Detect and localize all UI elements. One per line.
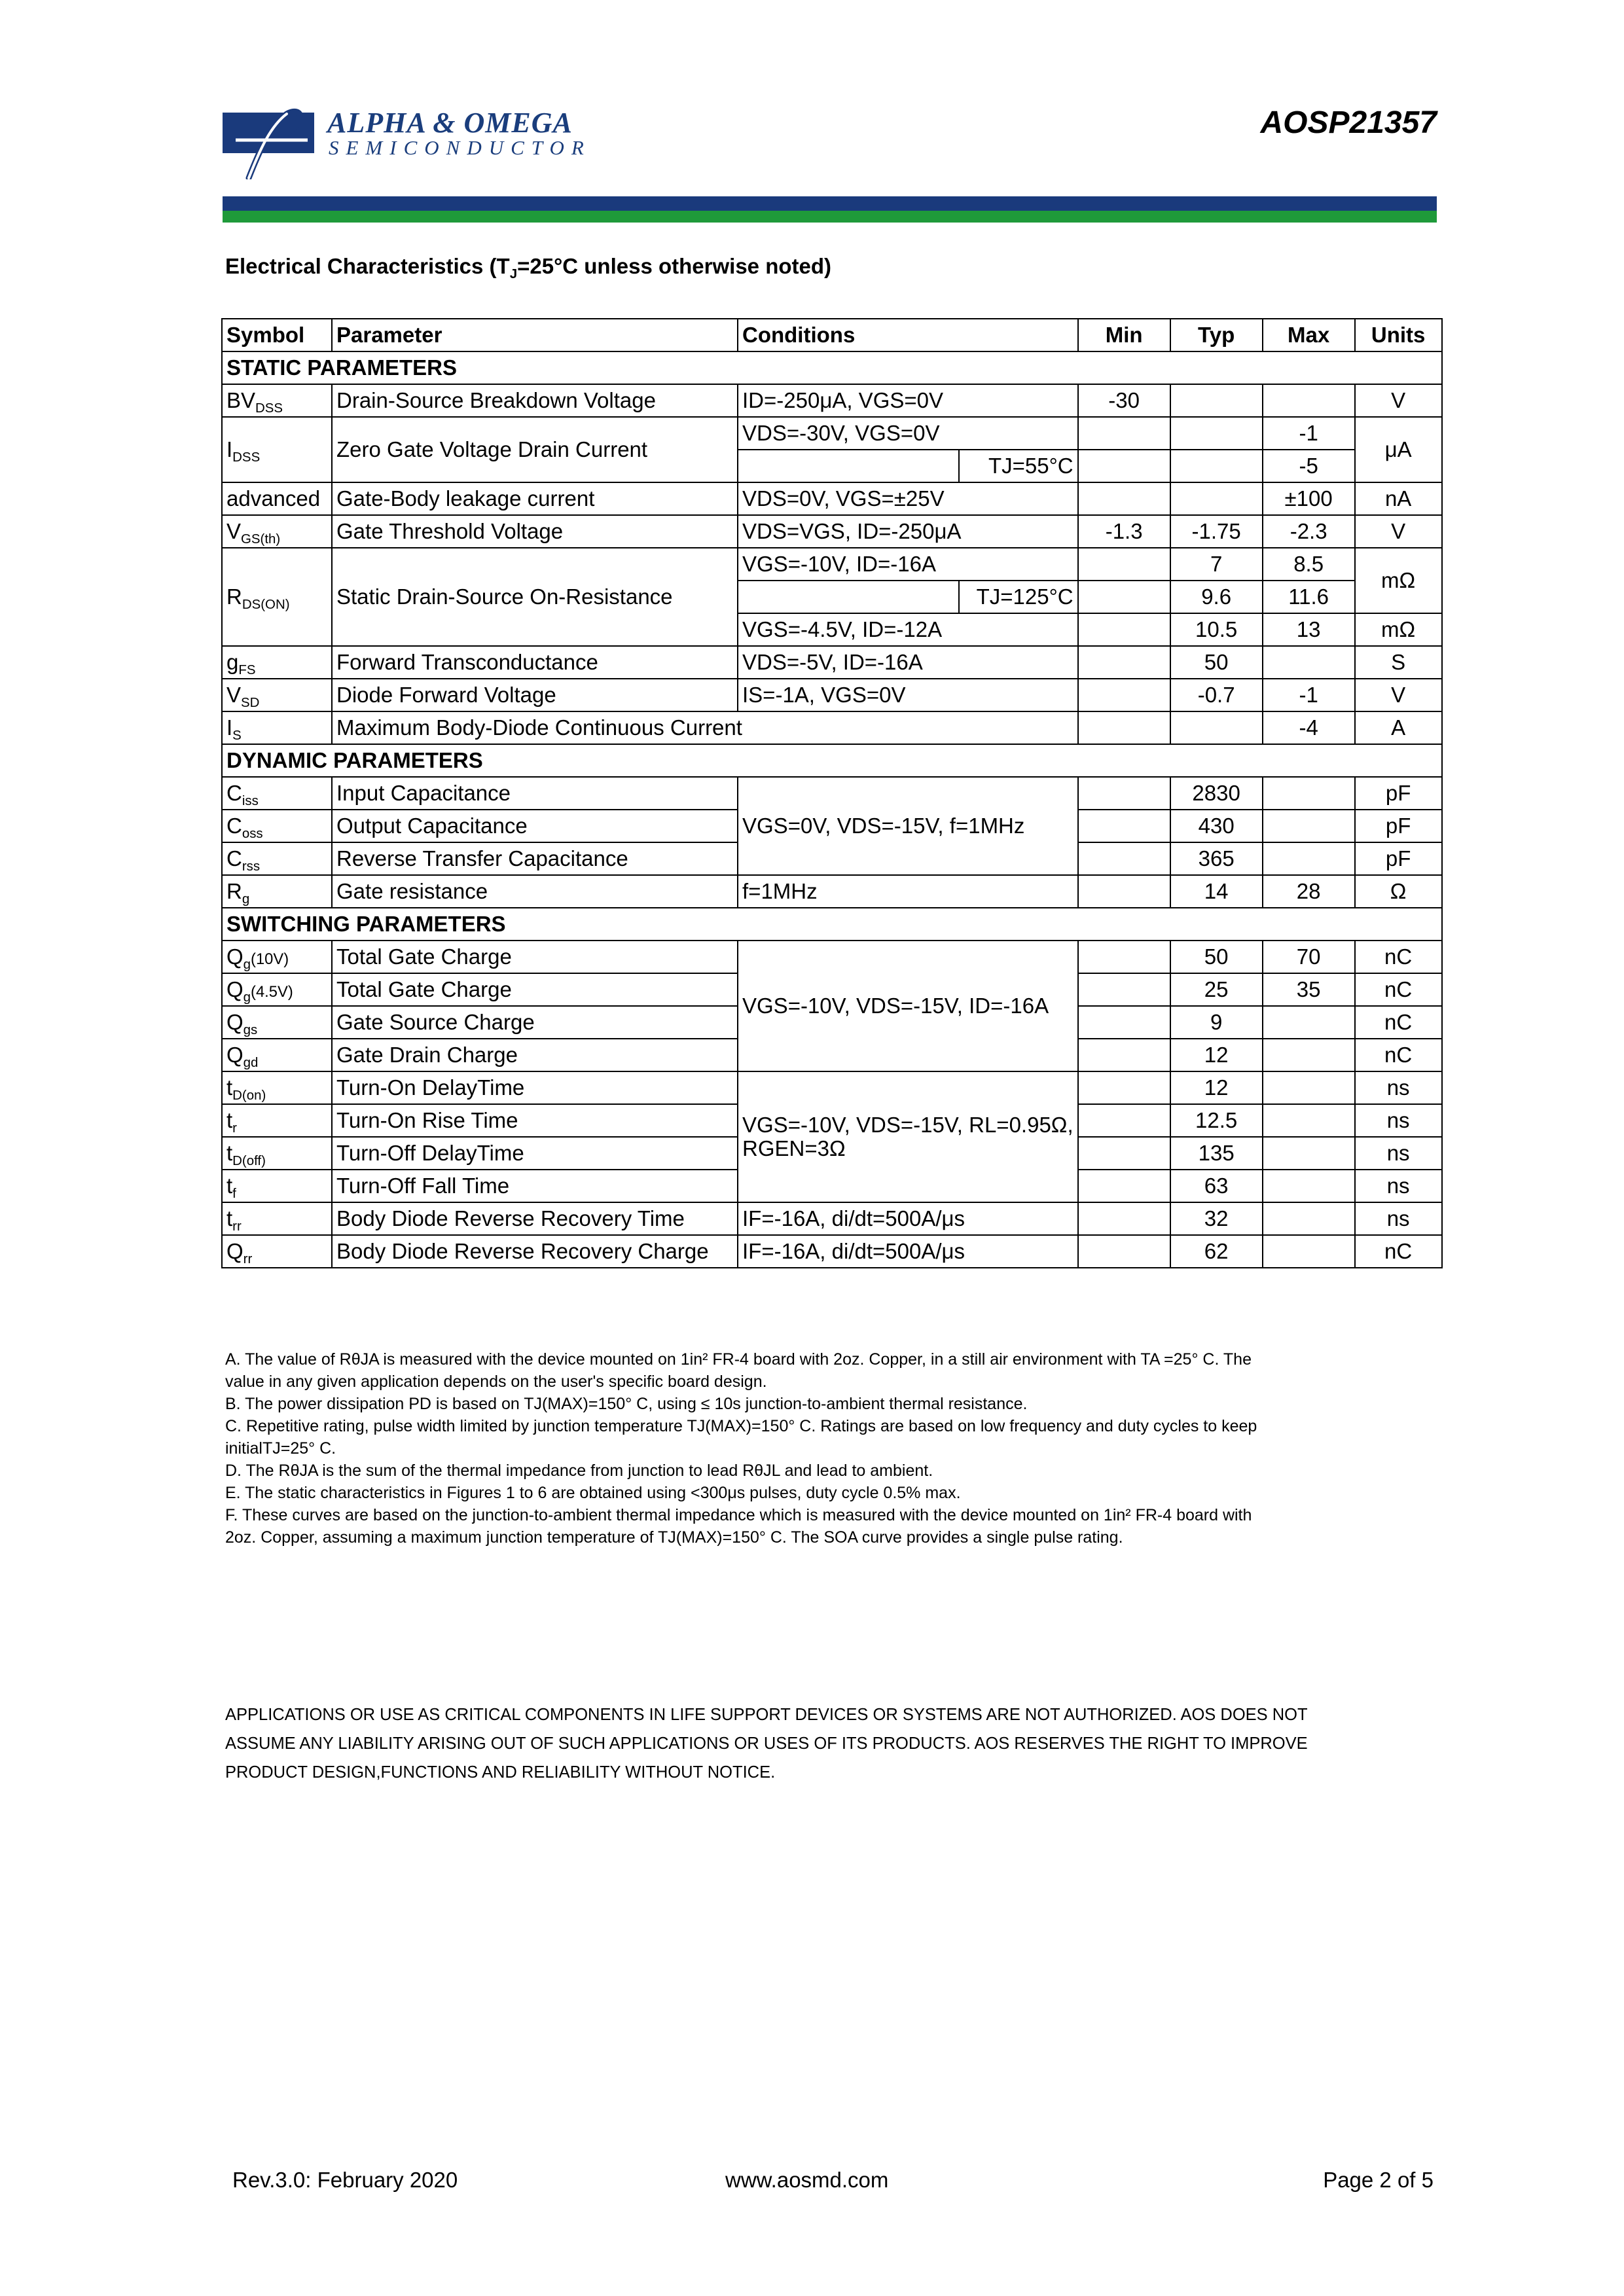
- conditions-cell: VGS=-10V, ID=-16A: [738, 548, 1078, 581]
- max-cell: [1263, 1235, 1355, 1268]
- units-cell: ns: [1355, 1104, 1442, 1137]
- section-title: Electrical Characteristics ($T_J=25^\circ C$ unless otherwise noted): [225, 254, 831, 282]
- min-cell: -30: [1078, 384, 1170, 417]
- typ-cell: 32: [1170, 1202, 1263, 1235]
- conditions-cell: VGS=0V, VDS=-15V, f=1MHz: [738, 777, 1078, 875]
- typ-cell: 14: [1170, 875, 1263, 908]
- min-cell: [1078, 679, 1170, 711]
- symbol-cell: $Q_g(10V)$: [222, 941, 332, 973]
- symbol-cell: $V_{SD}$: [222, 679, 332, 711]
- alpha-omega-logo-icon: [223, 107, 314, 179]
- units-cell: nC: [1355, 1039, 1442, 1071]
- parameter-cell: Gate Threshold Voltage: [332, 515, 738, 548]
- min-cell: -1.3: [1078, 515, 1170, 548]
- footnote-line: D. The RθJA is the sum of the thermal impedance from junction to lead RθJL and lead to ambient.: [225, 1462, 933, 1480]
- table-row: [222, 548, 1442, 581]
- parameter-cell: Turn-Off Fall Time: [332, 1170, 738, 1202]
- parameter-cell: Total Gate Charge: [332, 973, 738, 1006]
- table-row: [222, 711, 1442, 744]
- min-cell: [1078, 548, 1170, 581]
- max-cell: -4: [1263, 711, 1355, 744]
- company-subtitle: SEMICONDUCTOR: [329, 136, 591, 159]
- symbol-cell: $V_{GS(th)}$: [222, 515, 332, 548]
- part-number: AOSP21357: [1260, 105, 1437, 140]
- typ-cell: [1170, 482, 1263, 515]
- parameter-cell: Input Capacitance: [332, 777, 738, 810]
- units-cell: A: [1355, 711, 1442, 744]
- conditions-cell: VGS=-10V, VDS=-15V, RL=0.95Ω, RGEN=3Ω: [738, 1071, 1078, 1202]
- disclaimer-line: ASSUME ANY LIABILITY ARISING OUT OF SUCH APPLICATIONS OR USES OF ITS PRODUCTS. AOS RESERVES THE RIGHT TO IMPROVE: [225, 1734, 1308, 1753]
- typ-cell: 62: [1170, 1235, 1263, 1268]
- min-cell: [1078, 581, 1170, 613]
- parameter-cell: Turn-On Rise Time: [332, 1104, 738, 1137]
- units-cell: V: [1355, 384, 1442, 417]
- parameter-cell: Gate-Body leakage current: [332, 482, 738, 515]
- units-cell: nC: [1355, 1235, 1442, 1268]
- table-row: [222, 384, 1442, 417]
- min-cell: [1078, 842, 1170, 875]
- conditions-cell: [738, 581, 959, 613]
- max-cell: [1263, 1039, 1355, 1071]
- conditions-cell: VGS=-4.5V, ID=-12A: [738, 613, 1078, 646]
- typ-cell: -0.7: [1170, 679, 1263, 711]
- max-cell: 11.6: [1263, 581, 1355, 613]
- max-cell: [1263, 777, 1355, 810]
- footnote-line: B. The power dissipation PD is based on TJ(MAX)=150° C, using ≤ 10s junction-to-ambient thermal resistance.: [225, 1395, 1028, 1413]
- section-label: DYNAMIC PARAMETERS: [222, 744, 1442, 777]
- typ-cell: [1170, 384, 1263, 417]
- min-cell: [1078, 1104, 1170, 1137]
- max-cell: 28: [1263, 875, 1355, 908]
- min-cell: [1078, 973, 1170, 1006]
- symbol-cell: $BV_{DSS}$: [222, 384, 332, 417]
- typ-cell: 10.5: [1170, 613, 1263, 646]
- parameter-cell: Turn-Off DelayTime: [332, 1137, 738, 1170]
- units-cell: ns: [1355, 1170, 1442, 1202]
- max-cell: [1263, 1006, 1355, 1039]
- footnote-line: E. The static characteristics in Figures 1 to 6 are obtained using <300μs pulses, duty cycle 0.5% max.: [225, 1484, 961, 1502]
- units-cell: ns: [1355, 1071, 1442, 1104]
- parameter-cell: Maximum Body-Diode Continuous Current: [332, 711, 1078, 744]
- typ-cell: [1170, 450, 1263, 482]
- symbol-cell: $t_f$: [222, 1170, 332, 1202]
- header-symbol: Symbol: [222, 319, 332, 351]
- table-row: [222, 777, 1442, 810]
- min-cell: [1078, 613, 1170, 646]
- max-cell: 8.5: [1263, 548, 1355, 581]
- max-cell: 70: [1263, 941, 1355, 973]
- parameter-cell: Gate resistance: [332, 875, 738, 908]
- units-cell: S: [1355, 646, 1442, 679]
- company-logo: [223, 105, 615, 180]
- page-number: Page 2 of 5: [1323, 2168, 1434, 2192]
- symbol-cell: $Q_{rr}$: [222, 1235, 332, 1268]
- max-cell: [1263, 842, 1355, 875]
- max-cell: [1263, 810, 1355, 842]
- symbol-cell: $t_{D(off)}$: [222, 1137, 332, 1170]
- units-cell: V: [1355, 515, 1442, 548]
- units-cell: mΩ: [1355, 613, 1442, 646]
- conditions-cell: VDS=0V, VGS=±25V: [738, 482, 1078, 515]
- max-cell: ±100: [1263, 482, 1355, 515]
- conditions-cell: [738, 450, 959, 482]
- min-cell: [1078, 1170, 1170, 1202]
- min-cell: [1078, 1235, 1170, 1268]
- header-parameter: Parameter: [332, 319, 738, 351]
- min-cell: [1078, 1137, 1170, 1170]
- electrical-characteristics-table: [221, 318, 1443, 1268]
- symbol-cell: $C_{oss}$: [222, 810, 332, 842]
- min-cell: [1078, 1071, 1170, 1104]
- parameter-cell: Diode Forward Voltage: [332, 679, 738, 711]
- table-row: [222, 417, 1442, 450]
- symbol-cell: $I_{DSS}$: [222, 417, 332, 482]
- symbol-cell: $t_{rr}$: [222, 1202, 332, 1235]
- parameter-cell: Total Gate Charge: [332, 941, 738, 973]
- min-cell: [1078, 646, 1170, 679]
- symbol-cell: $Q_{gs}$: [222, 1006, 332, 1039]
- symbol-cell: $g_{FS}$: [222, 646, 332, 679]
- units-cell: μA: [1355, 417, 1442, 482]
- typ-cell: 25: [1170, 973, 1263, 1006]
- min-cell: [1078, 1006, 1170, 1039]
- min-cell: [1078, 1039, 1170, 1071]
- table-row: [222, 1202, 1442, 1235]
- max-cell: 35: [1263, 973, 1355, 1006]
- min-cell: [1078, 777, 1170, 810]
- table-row: [222, 679, 1442, 711]
- min-cell: [1078, 711, 1170, 744]
- max-cell: -1: [1263, 417, 1355, 450]
- max-cell: -1: [1263, 679, 1355, 711]
- symbol-cell: advanced: [222, 482, 332, 515]
- section-row-static: [222, 351, 1442, 384]
- disclaimer-line: APPLICATIONS OR USE AS CRITICAL COMPONENTS IN LIFE SUPPORT DEVICES OR SYSTEMS ARE NOT AUTHORIZED. AOS DOES NOT: [225, 1706, 1308, 1724]
- footnote-line: C. Repetitive rating, pulse width limited by junction temperature TJ(MAX)=150° C. Ratings are based on low frequency and duty cycles to keep: [225, 1417, 1257, 1435]
- parameter-cell: Zero Gate Voltage Drain Current: [332, 417, 738, 482]
- typ-cell: 7: [1170, 548, 1263, 581]
- parameter-cell: Static Drain-Source On-Resistance: [332, 548, 738, 646]
- units-cell: pF: [1355, 777, 1442, 810]
- parameter-cell: Forward Transconductance: [332, 646, 738, 679]
- min-cell: [1078, 875, 1170, 908]
- symbol-cell: $I_S$: [222, 711, 332, 744]
- header-band-green: [223, 211, 1437, 223]
- company-name: ALPHA & OMEGA: [327, 107, 573, 139]
- section-row-dynamic: [222, 744, 1442, 777]
- conditions-cell: VDS=-5V, ID=-16A: [738, 646, 1078, 679]
- max-cell: [1263, 1071, 1355, 1104]
- parameter-cell: Gate Source Charge: [332, 1006, 738, 1039]
- footnotes: [225, 1348, 1449, 1549]
- symbol-cell: $R_g$: [222, 875, 332, 908]
- units-cell: nC: [1355, 941, 1442, 973]
- parameter-cell: Body Diode Reverse Recovery Time: [332, 1202, 738, 1235]
- table-row: [222, 646, 1442, 679]
- max-cell: 13: [1263, 613, 1355, 646]
- units-cell: pF: [1355, 810, 1442, 842]
- conditions-cell: ID=-250μA, VGS=0V: [738, 384, 1078, 417]
- footnote-line: A. The value of RθJA is measured with the device mounted on 1in² FR-4 board with 2oz. Copper, in a still air environment with TA =25° C. The: [225, 1350, 1252, 1369]
- typ-cell: 50: [1170, 646, 1263, 679]
- max-cell: -5: [1263, 450, 1355, 482]
- footnote-line: initialTJ=25° C.: [225, 1439, 336, 1458]
- tj-condition-cell: TJ=55°C: [959, 450, 1078, 482]
- conditions-cell: VGS=-10V, VDS=-15V, ID=-16A: [738, 941, 1078, 1071]
- max-cell: [1263, 1170, 1355, 1202]
- typ-cell: 63: [1170, 1170, 1263, 1202]
- typ-cell: 12: [1170, 1039, 1263, 1071]
- symbol-cell: $Q_{gd}$: [222, 1039, 332, 1071]
- conditions-cell: VDS=-30V, VGS=0V: [738, 417, 1078, 450]
- footnote-line: F. These curves are based on the junction-to-ambient thermal impedance which is measured with the device mounted on 1in² FR-4 board with: [225, 1506, 1252, 1524]
- typ-cell: -1.75: [1170, 515, 1263, 548]
- max-cell: [1263, 384, 1355, 417]
- symbol-cell: $t_r$: [222, 1104, 332, 1137]
- disclaimer: [225, 1700, 1449, 1787]
- symbol-cell: $C_{iss}$: [222, 777, 332, 810]
- units-cell: mΩ: [1355, 548, 1442, 613]
- typ-cell: 135: [1170, 1137, 1263, 1170]
- parameter-cell: Drain-Source Breakdown Voltage: [332, 384, 738, 417]
- units-cell: Ω: [1355, 875, 1442, 908]
- typ-cell: 2830: [1170, 777, 1263, 810]
- units-cell: ns: [1355, 1202, 1442, 1235]
- table-row: [222, 482, 1442, 515]
- symbol-cell: $C_{rss}$: [222, 842, 332, 875]
- header-units: Units: [1355, 319, 1442, 351]
- symbol-cell: $Q_g(4.5V)$: [222, 973, 332, 1006]
- max-cell: [1263, 1104, 1355, 1137]
- footnote-line: value in any given application depends on the user's specific board design.: [225, 1372, 767, 1391]
- units-cell: pF: [1355, 842, 1442, 875]
- units-cell: ns: [1355, 1137, 1442, 1170]
- min-cell: [1078, 941, 1170, 973]
- parameter-cell: Gate Drain Charge: [332, 1039, 738, 1071]
- section-label: SWITCHING PARAMETERS: [222, 908, 1442, 941]
- conditions-cell: IS=-1A, VGS=0V: [738, 679, 1078, 711]
- conditions-cell: IF=-16A, di/dt=500A/μs: [738, 1235, 1078, 1268]
- website-link[interactable]: www.aosmd.com: [725, 2168, 889, 2192]
- table-header-row: [222, 319, 1442, 351]
- min-cell: [1078, 1202, 1170, 1235]
- table-row: [222, 515, 1442, 548]
- conditions-cell: IF=-16A, di/dt=500A/μs: [738, 1202, 1078, 1235]
- typ-cell: [1170, 417, 1263, 450]
- table-row: [222, 1235, 1442, 1268]
- units-cell: nC: [1355, 973, 1442, 1006]
- typ-cell: 430: [1170, 810, 1263, 842]
- units-cell: nC: [1355, 1006, 1442, 1039]
- parameter-cell: Turn-On DelayTime: [332, 1071, 738, 1104]
- parameter-cell: Reverse Transfer Capacitance: [332, 842, 738, 875]
- symbol-cell: $t_{D(on)}$: [222, 1071, 332, 1104]
- max-cell: [1263, 1137, 1355, 1170]
- section-label: STATIC PARAMETERS: [222, 351, 1442, 384]
- header-conditions: Conditions: [738, 319, 1078, 351]
- table-row: [222, 1071, 1442, 1104]
- conditions-cell: f=1MHz: [738, 875, 1078, 908]
- table-row: [222, 875, 1442, 908]
- section-row-switching: [222, 908, 1442, 941]
- header-min: Min: [1078, 319, 1170, 351]
- parameter-cell: Body Diode Reverse Recovery Charge: [332, 1235, 738, 1268]
- tj-condition-cell: TJ=125°C: [959, 581, 1078, 613]
- min-cell: [1078, 450, 1170, 482]
- min-cell: [1078, 810, 1170, 842]
- parameter-cell: Output Capacitance: [332, 810, 738, 842]
- max-cell: -2.3: [1263, 515, 1355, 548]
- typ-cell: 9: [1170, 1006, 1263, 1039]
- disclaimer-line: PRODUCT DESIGN,FUNCTIONS AND RELIABILITY WITHOUT NOTICE.: [225, 1763, 776, 1782]
- max-cell: [1263, 1202, 1355, 1235]
- units-cell: nA: [1355, 482, 1442, 515]
- typ-cell: 365: [1170, 842, 1263, 875]
- conditions-cell: VDS=VGS, ID=-250μA: [738, 515, 1078, 548]
- header-typ: Typ: [1170, 319, 1263, 351]
- units-cell: V: [1355, 679, 1442, 711]
- typ-cell: 12: [1170, 1071, 1263, 1104]
- min-cell: [1078, 482, 1170, 515]
- min-cell: [1078, 417, 1170, 450]
- max-cell: [1263, 646, 1355, 679]
- footnote-line: 2oz. Copper, assuming a maximum junction temperature of TJ(MAX)=150° C. The SOA curve provides a single pulse rating.: [225, 1528, 1123, 1547]
- revision-label: Rev.3.0: February 2020: [232, 2168, 458, 2192]
- typ-cell: 50: [1170, 941, 1263, 973]
- table-row: [222, 941, 1442, 973]
- typ-cell: [1170, 711, 1263, 744]
- header-max: Max: [1263, 319, 1355, 351]
- symbol-cell: $R_{DS(ON)}$: [222, 548, 332, 646]
- typ-cell: 12.5: [1170, 1104, 1263, 1137]
- header-band-blue: [223, 196, 1437, 211]
- typ-cell: 9.6: [1170, 581, 1263, 613]
